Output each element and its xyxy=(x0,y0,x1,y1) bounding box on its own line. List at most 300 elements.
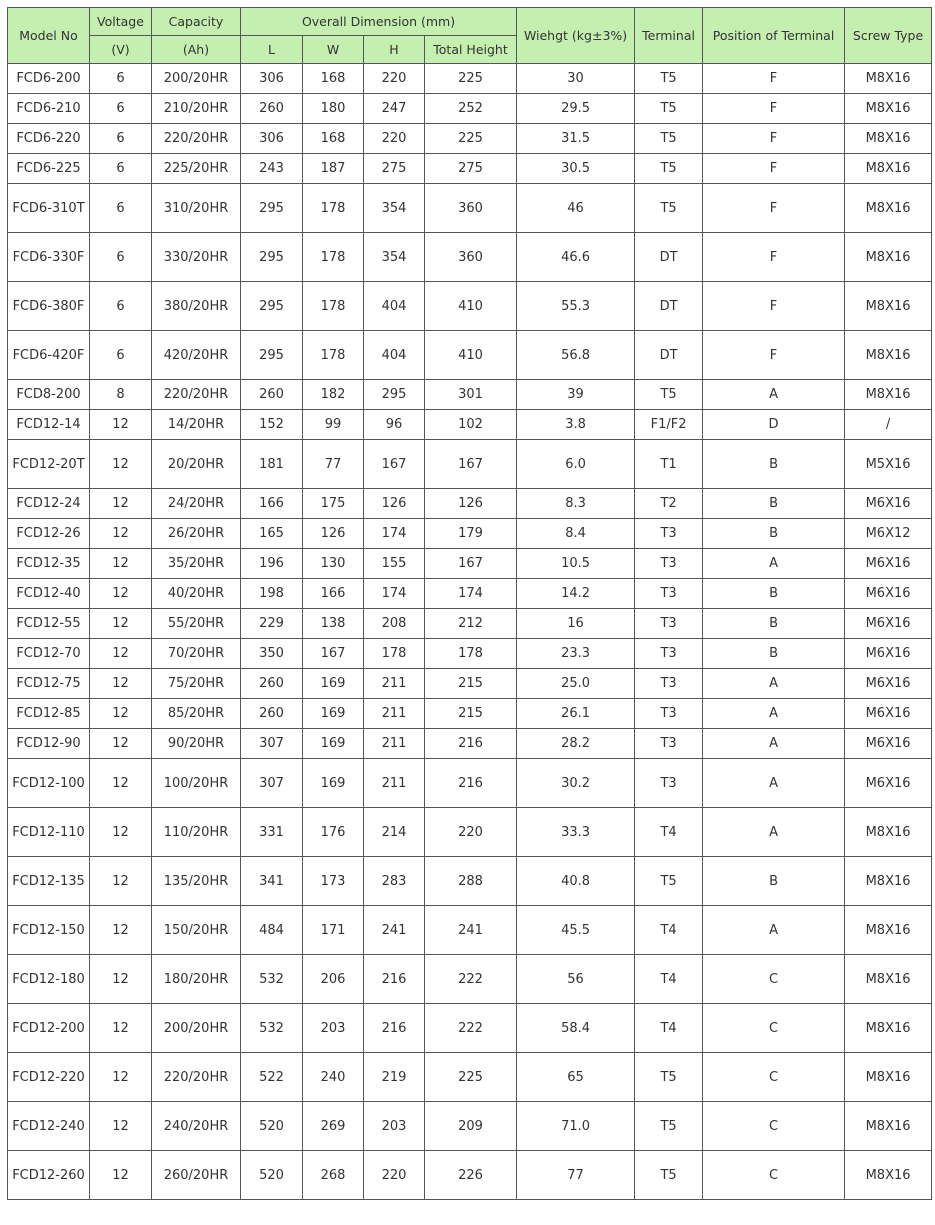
table-row xyxy=(8,519,932,549)
cell-voltage: 12 xyxy=(90,699,152,729)
cell-position-of-terminal: A xyxy=(703,906,845,955)
cell-voltage: 6 xyxy=(90,124,152,154)
cell-total-height: 215 xyxy=(425,699,517,729)
header-screw-type: Screw Type xyxy=(845,8,932,64)
cell-height: 211 xyxy=(364,759,425,808)
cell-voltage: 12 xyxy=(90,410,152,440)
header-dim-l: L xyxy=(241,36,303,64)
cell-model: FCD12-220 xyxy=(8,1053,90,1102)
cell-model: FCD6-420F xyxy=(8,331,90,380)
header-voltage-unit: (V) xyxy=(90,36,152,64)
cell-weight: 30.5 xyxy=(517,154,635,184)
cell-terminal: T5 xyxy=(635,380,703,410)
table-row xyxy=(8,1102,932,1151)
cell-position-of-terminal: B xyxy=(703,519,845,549)
cell-voltage: 12 xyxy=(90,955,152,1004)
cell-model: FCD8-200 xyxy=(8,380,90,410)
cell-length: 198 xyxy=(241,579,303,609)
cell-width: 99 xyxy=(303,410,364,440)
cell-model: FCD12-85 xyxy=(8,699,90,729)
cell-capacity: 26/20HR xyxy=(152,519,241,549)
table-row xyxy=(8,233,932,282)
cell-capacity: 200/20HR xyxy=(152,1004,241,1053)
cell-terminal: T5 xyxy=(635,1053,703,1102)
cell-width: 178 xyxy=(303,184,364,233)
cell-length: 260 xyxy=(241,669,303,699)
cell-weight: 40.8 xyxy=(517,857,635,906)
cell-weight: 14.2 xyxy=(517,579,635,609)
cell-capacity: 260/20HR xyxy=(152,1151,241,1200)
cell-screw-type: M6X16 xyxy=(845,669,932,699)
cell-terminal: T4 xyxy=(635,1004,703,1053)
cell-model: FCD12-150 xyxy=(8,906,90,955)
cell-weight: 56.8 xyxy=(517,331,635,380)
cell-capacity: 135/20HR xyxy=(152,857,241,906)
cell-weight: 56 xyxy=(517,955,635,1004)
cell-screw-type: M8X16 xyxy=(845,94,932,124)
cell-voltage: 12 xyxy=(90,729,152,759)
table-row xyxy=(8,184,932,233)
cell-width: 268 xyxy=(303,1151,364,1200)
cell-width: 130 xyxy=(303,549,364,579)
cell-height: 283 xyxy=(364,857,425,906)
cell-screw-type: M8X16 xyxy=(845,1004,932,1053)
cell-position-of-terminal: D xyxy=(703,410,845,440)
table-row xyxy=(8,639,932,669)
cell-screw-type: / xyxy=(845,410,932,440)
cell-capacity: 180/20HR xyxy=(152,955,241,1004)
cell-terminal: T5 xyxy=(635,1151,703,1200)
cell-voltage: 6 xyxy=(90,282,152,331)
cell-screw-type: M8X16 xyxy=(845,1053,932,1102)
cell-position-of-terminal: C xyxy=(703,1151,845,1200)
cell-model: FCD6-225 xyxy=(8,154,90,184)
cell-screw-type: M8X16 xyxy=(845,857,932,906)
cell-length: 152 xyxy=(241,410,303,440)
cell-position-of-terminal: B xyxy=(703,857,845,906)
cell-width: 178 xyxy=(303,331,364,380)
cell-voltage: 6 xyxy=(90,331,152,380)
cell-capacity: 35/20HR xyxy=(152,549,241,579)
cell-total-height: 225 xyxy=(425,1053,517,1102)
cell-voltage: 12 xyxy=(90,579,152,609)
cell-voltage: 12 xyxy=(90,759,152,808)
cell-length: 295 xyxy=(241,282,303,331)
cell-capacity: 225/20HR xyxy=(152,154,241,184)
table-row xyxy=(8,154,932,184)
cell-model: FCD12-100 xyxy=(8,759,90,808)
cell-position-of-terminal: B xyxy=(703,579,845,609)
cell-height: 354 xyxy=(364,184,425,233)
cell-total-height: 167 xyxy=(425,549,517,579)
cell-total-height: 360 xyxy=(425,233,517,282)
cell-height: 174 xyxy=(364,519,425,549)
cell-weight: 29.5 xyxy=(517,94,635,124)
cell-width: 126 xyxy=(303,519,364,549)
cell-total-height: 301 xyxy=(425,380,517,410)
cell-length: 260 xyxy=(241,699,303,729)
cell-height: 211 xyxy=(364,669,425,699)
cell-model: FCD6-200 xyxy=(8,64,90,94)
cell-weight: 65 xyxy=(517,1053,635,1102)
cell-capacity: 24/20HR xyxy=(152,489,241,519)
cell-capacity: 70/20HR xyxy=(152,639,241,669)
cell-model: FCD12-70 xyxy=(8,639,90,669)
cell-model: FCD12-55 xyxy=(8,609,90,639)
cell-height: 211 xyxy=(364,699,425,729)
header-overall-dimension: Overall Dimension (mm) xyxy=(241,8,517,36)
cell-length: 306 xyxy=(241,124,303,154)
cell-height: 404 xyxy=(364,282,425,331)
header-position-of-terminal: Position of Terminal xyxy=(703,8,845,64)
cell-terminal: T3 xyxy=(635,609,703,639)
cell-capacity: 420/20HR xyxy=(152,331,241,380)
cell-width: 77 xyxy=(303,440,364,489)
cell-total-height: 216 xyxy=(425,729,517,759)
cell-weight: 3.8 xyxy=(517,410,635,440)
cell-model: FCD6-210 xyxy=(8,94,90,124)
cell-length: 331 xyxy=(241,808,303,857)
cell-total-height: 167 xyxy=(425,440,517,489)
cell-weight: 28.2 xyxy=(517,729,635,759)
cell-width: 178 xyxy=(303,282,364,331)
cell-total-height: 215 xyxy=(425,669,517,699)
cell-position-of-terminal: A xyxy=(703,669,845,699)
table-row xyxy=(8,729,932,759)
battery-spec-table xyxy=(7,7,932,1200)
cell-position-of-terminal: F xyxy=(703,94,845,124)
cell-weight: 30 xyxy=(517,64,635,94)
table-row xyxy=(8,699,932,729)
cell-model: FCD12-26 xyxy=(8,519,90,549)
cell-voltage: 12 xyxy=(90,808,152,857)
cell-width: 169 xyxy=(303,699,364,729)
cell-position-of-terminal: F xyxy=(703,154,845,184)
cell-total-height: 178 xyxy=(425,639,517,669)
cell-width: 176 xyxy=(303,808,364,857)
cell-length: 181 xyxy=(241,440,303,489)
cell-length: 295 xyxy=(241,233,303,282)
cell-terminal: DT xyxy=(635,331,703,380)
cell-total-height: 225 xyxy=(425,124,517,154)
cell-length: 295 xyxy=(241,331,303,380)
cell-total-height: 226 xyxy=(425,1151,517,1200)
cell-capacity: 330/20HR xyxy=(152,233,241,282)
cell-height: 203 xyxy=(364,1102,425,1151)
cell-total-height: 222 xyxy=(425,955,517,1004)
cell-width: 168 xyxy=(303,64,364,94)
cell-position-of-terminal: B xyxy=(703,609,845,639)
cell-screw-type: M8X16 xyxy=(845,808,932,857)
table-row xyxy=(8,380,932,410)
cell-model: FCD12-75 xyxy=(8,669,90,699)
table-row xyxy=(8,282,932,331)
cell-position-of-terminal: F xyxy=(703,282,845,331)
table-row xyxy=(8,579,932,609)
cell-terminal: T3 xyxy=(635,669,703,699)
cell-voltage: 12 xyxy=(90,1053,152,1102)
cell-total-height: 220 xyxy=(425,808,517,857)
cell-position-of-terminal: A xyxy=(703,380,845,410)
cell-width: 169 xyxy=(303,729,364,759)
cell-capacity: 220/20HR xyxy=(152,380,241,410)
cell-screw-type: M8X16 xyxy=(845,380,932,410)
cell-model: FCD12-180 xyxy=(8,955,90,1004)
cell-length: 350 xyxy=(241,639,303,669)
cell-total-height: 225 xyxy=(425,64,517,94)
table-row xyxy=(8,489,932,519)
cell-voltage: 12 xyxy=(90,549,152,579)
cell-voltage: 6 xyxy=(90,64,152,94)
cell-width: 240 xyxy=(303,1053,364,1102)
cell-height: 126 xyxy=(364,489,425,519)
cell-screw-type: M6X16 xyxy=(845,639,932,669)
cell-voltage: 12 xyxy=(90,440,152,489)
cell-voltage: 6 xyxy=(90,184,152,233)
cell-capacity: 90/20HR xyxy=(152,729,241,759)
cell-screw-type: M8X16 xyxy=(845,64,932,94)
cell-weight: 55.3 xyxy=(517,282,635,331)
cell-width: 187 xyxy=(303,154,364,184)
cell-length: 484 xyxy=(241,906,303,955)
cell-length: 520 xyxy=(241,1151,303,1200)
table-row xyxy=(8,759,932,808)
cell-voltage: 12 xyxy=(90,1102,152,1151)
cell-terminal: DT xyxy=(635,233,703,282)
header-capacity: Capacity xyxy=(152,8,241,36)
header-voltage: Voltage xyxy=(90,8,152,36)
cell-weight: 58.4 xyxy=(517,1004,635,1053)
header-total-height: Total Height xyxy=(425,36,517,64)
cell-weight: 10.5 xyxy=(517,549,635,579)
cell-model: FCD12-110 xyxy=(8,808,90,857)
cell-width: 203 xyxy=(303,1004,364,1053)
cell-screw-type: M6X16 xyxy=(845,549,932,579)
cell-total-height: 222 xyxy=(425,1004,517,1053)
cell-terminal: DT xyxy=(635,282,703,331)
cell-height: 220 xyxy=(364,64,425,94)
cell-position-of-terminal: A xyxy=(703,808,845,857)
cell-screw-type: M8X16 xyxy=(845,233,932,282)
cell-model: FCD6-330F xyxy=(8,233,90,282)
cell-voltage: 12 xyxy=(90,669,152,699)
cell-position-of-terminal: F xyxy=(703,331,845,380)
cell-weight: 33.3 xyxy=(517,808,635,857)
cell-weight: 23.3 xyxy=(517,639,635,669)
cell-terminal: T5 xyxy=(635,124,703,154)
cell-total-height: 275 xyxy=(425,154,517,184)
cell-capacity: 380/20HR xyxy=(152,282,241,331)
cell-position-of-terminal: F xyxy=(703,64,845,94)
cell-terminal: T5 xyxy=(635,184,703,233)
cell-voltage: 12 xyxy=(90,1151,152,1200)
cell-screw-type: M6X12 xyxy=(845,519,932,549)
cell-weight: 8.4 xyxy=(517,519,635,549)
cell-position-of-terminal: C xyxy=(703,955,845,1004)
cell-terminal: T3 xyxy=(635,579,703,609)
cell-height: 208 xyxy=(364,609,425,639)
cell-terminal: T3 xyxy=(635,699,703,729)
cell-model: FCD12-24 xyxy=(8,489,90,519)
table-row xyxy=(8,410,932,440)
cell-width: 206 xyxy=(303,955,364,1004)
cell-capacity: 210/20HR xyxy=(152,94,241,124)
cell-length: 520 xyxy=(241,1102,303,1151)
header-dim-h: H xyxy=(364,36,425,64)
cell-length: 229 xyxy=(241,609,303,639)
cell-screw-type: M6X16 xyxy=(845,729,932,759)
cell-position-of-terminal: B xyxy=(703,440,845,489)
cell-total-height: 102 xyxy=(425,410,517,440)
cell-weight: 77 xyxy=(517,1151,635,1200)
cell-voltage: 12 xyxy=(90,1004,152,1053)
header-weight: Wiehgt (kg±3%) xyxy=(517,8,635,64)
cell-screw-type: M6X16 xyxy=(845,609,932,639)
cell-total-height: 410 xyxy=(425,331,517,380)
cell-position-of-terminal: A xyxy=(703,759,845,808)
cell-total-height: 360 xyxy=(425,184,517,233)
cell-height: 216 xyxy=(364,1004,425,1053)
cell-width: 173 xyxy=(303,857,364,906)
cell-voltage: 6 xyxy=(90,233,152,282)
table-row xyxy=(8,669,932,699)
cell-total-height: 241 xyxy=(425,906,517,955)
cell-screw-type: M6X16 xyxy=(845,759,932,808)
cell-capacity: 220/20HR xyxy=(152,124,241,154)
cell-total-height: 174 xyxy=(425,579,517,609)
cell-total-height: 288 xyxy=(425,857,517,906)
table-body xyxy=(8,64,932,1200)
cell-total-height: 216 xyxy=(425,759,517,808)
cell-weight: 16 xyxy=(517,609,635,639)
cell-model: FCD12-40 xyxy=(8,579,90,609)
cell-terminal: T5 xyxy=(635,1102,703,1151)
cell-model: FCD12-260 xyxy=(8,1151,90,1200)
cell-weight: 8.3 xyxy=(517,489,635,519)
header-capacity-unit: (Ah) xyxy=(152,36,241,64)
cell-model: FCD12-200 xyxy=(8,1004,90,1053)
cell-voltage: 12 xyxy=(90,489,152,519)
table-row xyxy=(8,124,932,154)
cell-capacity: 40/20HR xyxy=(152,579,241,609)
cell-length: 260 xyxy=(241,380,303,410)
table-row xyxy=(8,1004,932,1053)
cell-capacity: 20/20HR xyxy=(152,440,241,489)
cell-height: 404 xyxy=(364,331,425,380)
cell-capacity: 200/20HR xyxy=(152,64,241,94)
cell-height: 247 xyxy=(364,94,425,124)
cell-screw-type: M8X16 xyxy=(845,1102,932,1151)
cell-width: 171 xyxy=(303,906,364,955)
table-row xyxy=(8,331,932,380)
cell-width: 167 xyxy=(303,639,364,669)
cell-height: 216 xyxy=(364,955,425,1004)
cell-width: 169 xyxy=(303,669,364,699)
cell-terminal: T3 xyxy=(635,549,703,579)
cell-width: 175 xyxy=(303,489,364,519)
table-row xyxy=(8,906,932,955)
cell-screw-type: M6X16 xyxy=(845,489,932,519)
cell-model: FCD6-380F xyxy=(8,282,90,331)
table-row xyxy=(8,808,932,857)
cell-terminal: T5 xyxy=(635,94,703,124)
cell-height: 220 xyxy=(364,124,425,154)
cell-length: 307 xyxy=(241,759,303,808)
cell-voltage: 12 xyxy=(90,906,152,955)
table-row xyxy=(8,609,932,639)
cell-voltage: 12 xyxy=(90,857,152,906)
cell-position-of-terminal: A xyxy=(703,549,845,579)
cell-terminal: T1 xyxy=(635,440,703,489)
cell-screw-type: M5X16 xyxy=(845,440,932,489)
cell-length: 306 xyxy=(241,64,303,94)
cell-model: FCD6-220 xyxy=(8,124,90,154)
cell-capacity: 55/20HR xyxy=(152,609,241,639)
cell-capacity: 100/20HR xyxy=(152,759,241,808)
header-dim-w: W xyxy=(303,36,364,64)
cell-weight: 71.0 xyxy=(517,1102,635,1151)
cell-total-height: 410 xyxy=(425,282,517,331)
cell-capacity: 240/20HR xyxy=(152,1102,241,1151)
cell-height: 354 xyxy=(364,233,425,282)
cell-height: 214 xyxy=(364,808,425,857)
cell-width: 180 xyxy=(303,94,364,124)
cell-position-of-terminal: C xyxy=(703,1053,845,1102)
cell-width: 138 xyxy=(303,609,364,639)
cell-voltage: 12 xyxy=(90,609,152,639)
cell-model: FCD12-20T xyxy=(8,440,90,489)
cell-width: 269 xyxy=(303,1102,364,1151)
cell-position-of-terminal: F xyxy=(703,184,845,233)
cell-capacity: 14/20HR xyxy=(152,410,241,440)
cell-capacity: 110/20HR xyxy=(152,808,241,857)
cell-terminal: T4 xyxy=(635,955,703,1004)
cell-screw-type: M8X16 xyxy=(845,955,932,1004)
cell-screw-type: M6X16 xyxy=(845,699,932,729)
cell-length: 165 xyxy=(241,519,303,549)
cell-capacity: 150/20HR xyxy=(152,906,241,955)
table-row xyxy=(8,549,932,579)
cell-weight: 31.5 xyxy=(517,124,635,154)
cell-total-height: 209 xyxy=(425,1102,517,1151)
cell-terminal: T3 xyxy=(635,729,703,759)
cell-total-height: 212 xyxy=(425,609,517,639)
cell-position-of-terminal: B xyxy=(703,639,845,669)
cell-position-of-terminal: C xyxy=(703,1102,845,1151)
cell-weight: 46.6 xyxy=(517,233,635,282)
cell-capacity: 75/20HR xyxy=(152,669,241,699)
cell-length: 341 xyxy=(241,857,303,906)
cell-terminal: T4 xyxy=(635,808,703,857)
cell-capacity: 310/20HR xyxy=(152,184,241,233)
cell-screw-type: M8X16 xyxy=(845,154,932,184)
cell-voltage: 6 xyxy=(90,94,152,124)
cell-model: FCD12-240 xyxy=(8,1102,90,1151)
cell-voltage: 6 xyxy=(90,154,152,184)
cell-height: 295 xyxy=(364,380,425,410)
cell-screw-type: M8X16 xyxy=(845,184,932,233)
cell-model: FCD12-35 xyxy=(8,549,90,579)
cell-screw-type: M8X16 xyxy=(845,282,932,331)
cell-screw-type: M8X16 xyxy=(845,124,932,154)
table-row xyxy=(8,64,932,94)
cell-height: 174 xyxy=(364,579,425,609)
cell-width: 166 xyxy=(303,579,364,609)
cell-height: 211 xyxy=(364,729,425,759)
table-row xyxy=(8,440,932,489)
cell-length: 196 xyxy=(241,549,303,579)
cell-height: 275 xyxy=(364,154,425,184)
